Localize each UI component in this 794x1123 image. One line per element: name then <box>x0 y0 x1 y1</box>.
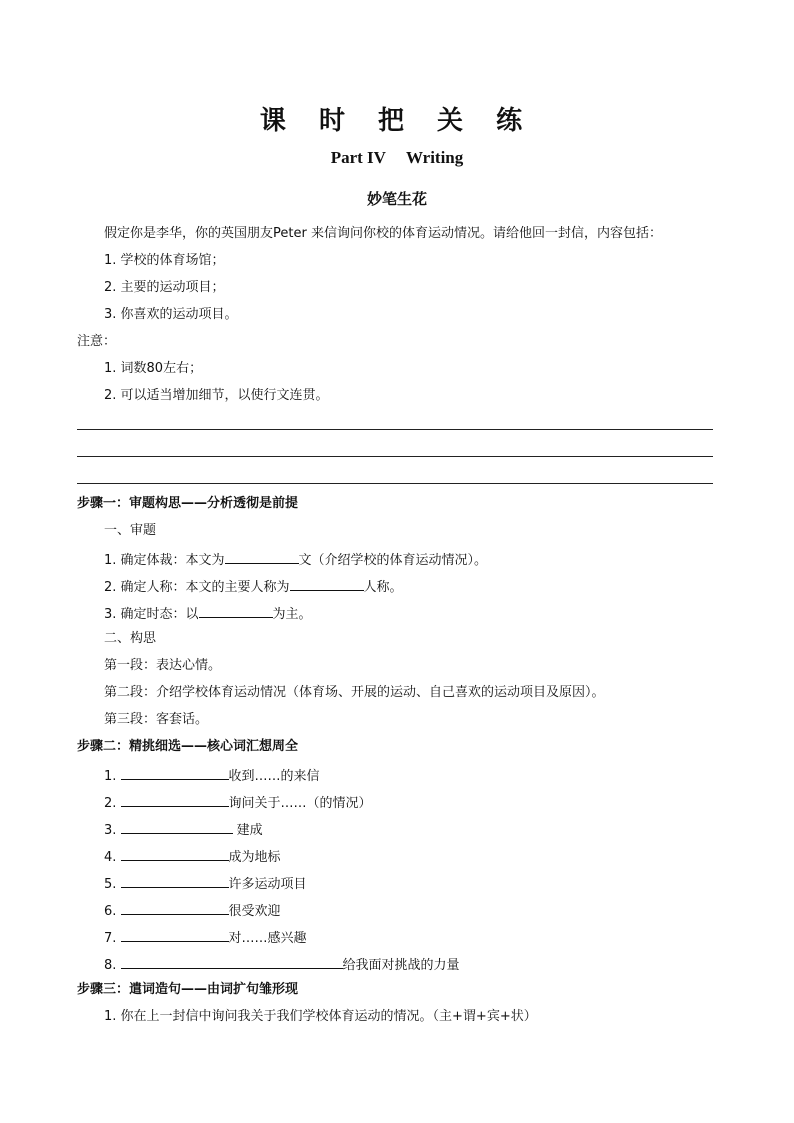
page-title: 课 时 把 关 练 <box>259 106 535 136</box>
part-heading <box>0 148 794 168</box>
vocab-item: 6. 很受欢迎 <box>104 901 281 920</box>
review-tense: 3. 确定时态：以 为主。 <box>104 604 312 623</box>
section-subtitle: 妙笔生花 <box>366 190 427 208</box>
review-person: 2. 确定人称：本文的主要人称为 人称。 <box>104 577 403 596</box>
sentence-item: 1. 你在上一封信中询问我关于我们学校体育运动的情况。（主+谓+宾+状） <box>104 1009 537 1024</box>
blank-tense[interactable] <box>199 604 273 618</box>
vocab-blank[interactable] <box>121 820 233 834</box>
review-label: 一、审题 <box>104 523 157 538</box>
note-item: 2. 可以适当增加细节，以使行文连贯。 <box>104 388 329 403</box>
vocab-item: 3. 建成 <box>104 820 263 839</box>
step1-heading: 步骤一：审题构思——分析透彻是前提 <box>77 496 299 511</box>
step2-heading: 步骤二：精挑细选——核心词汇想周全 <box>77 739 299 754</box>
prompt-intro: 假定你是李华，你的英国朋友Peter 来信询问你校的体育运动情况。请给他回一封信，内容包括： <box>104 226 662 241</box>
part-name: Writing <box>405 148 464 167</box>
plan-paragraph: 第一段：表达心情。 <box>104 658 222 673</box>
vocab-blank[interactable] <box>121 901 229 915</box>
writing-line[interactable] <box>77 483 713 484</box>
vocab-item: 8. 给我面对挑战的力量 <box>104 955 460 974</box>
prompt-item: 1. 学校的体育场馆； <box>104 253 225 268</box>
writing-line[interactable] <box>77 429 713 430</box>
vocab-blank[interactable] <box>121 955 343 969</box>
vocab-blank[interactable] <box>121 874 229 888</box>
vocab-blank[interactable] <box>121 847 229 861</box>
blank-person[interactable] <box>290 577 364 591</box>
plan-paragraph: 第三段：客套话。 <box>104 712 209 727</box>
vocab-blank[interactable] <box>121 766 229 780</box>
step3-heading: 步骤三：遣词造句——由词扩句雏形现 <box>77 982 299 997</box>
vocab-blank[interactable] <box>121 793 229 807</box>
vocab-item: 1. 收到……的来信 <box>104 766 320 785</box>
note-item: 1. 词数80左右； <box>104 361 203 376</box>
part-label: Part IV <box>330 148 386 167</box>
writing-line[interactable] <box>77 456 713 457</box>
review-genre: 1. 确定体裁：本文为 文（介绍学校的体育运动情况）。 <box>104 550 487 569</box>
plan-paragraph: 第二段：介绍学校体育运动情况（体育场、开展的运动、自己喜欢的运动项目及原因）。 <box>104 685 605 700</box>
vocab-item: 7. 对……感兴趣 <box>104 928 307 947</box>
prompt-item: 3. 你喜欢的运动项目。 <box>104 307 238 322</box>
blank-genre[interactable] <box>225 550 299 564</box>
prompt-item: 2. 主要的运动项目； <box>104 280 225 295</box>
vocab-item: 2. 询问关于……（的情况） <box>104 793 372 812</box>
vocab-blank[interactable] <box>121 928 229 942</box>
plan-label: 二、构思 <box>104 631 157 646</box>
vocab-item: 4. 成为地标 <box>104 847 281 866</box>
vocab-item: 5. 许多运动项目 <box>104 874 307 893</box>
note-label: 注意： <box>77 334 117 349</box>
